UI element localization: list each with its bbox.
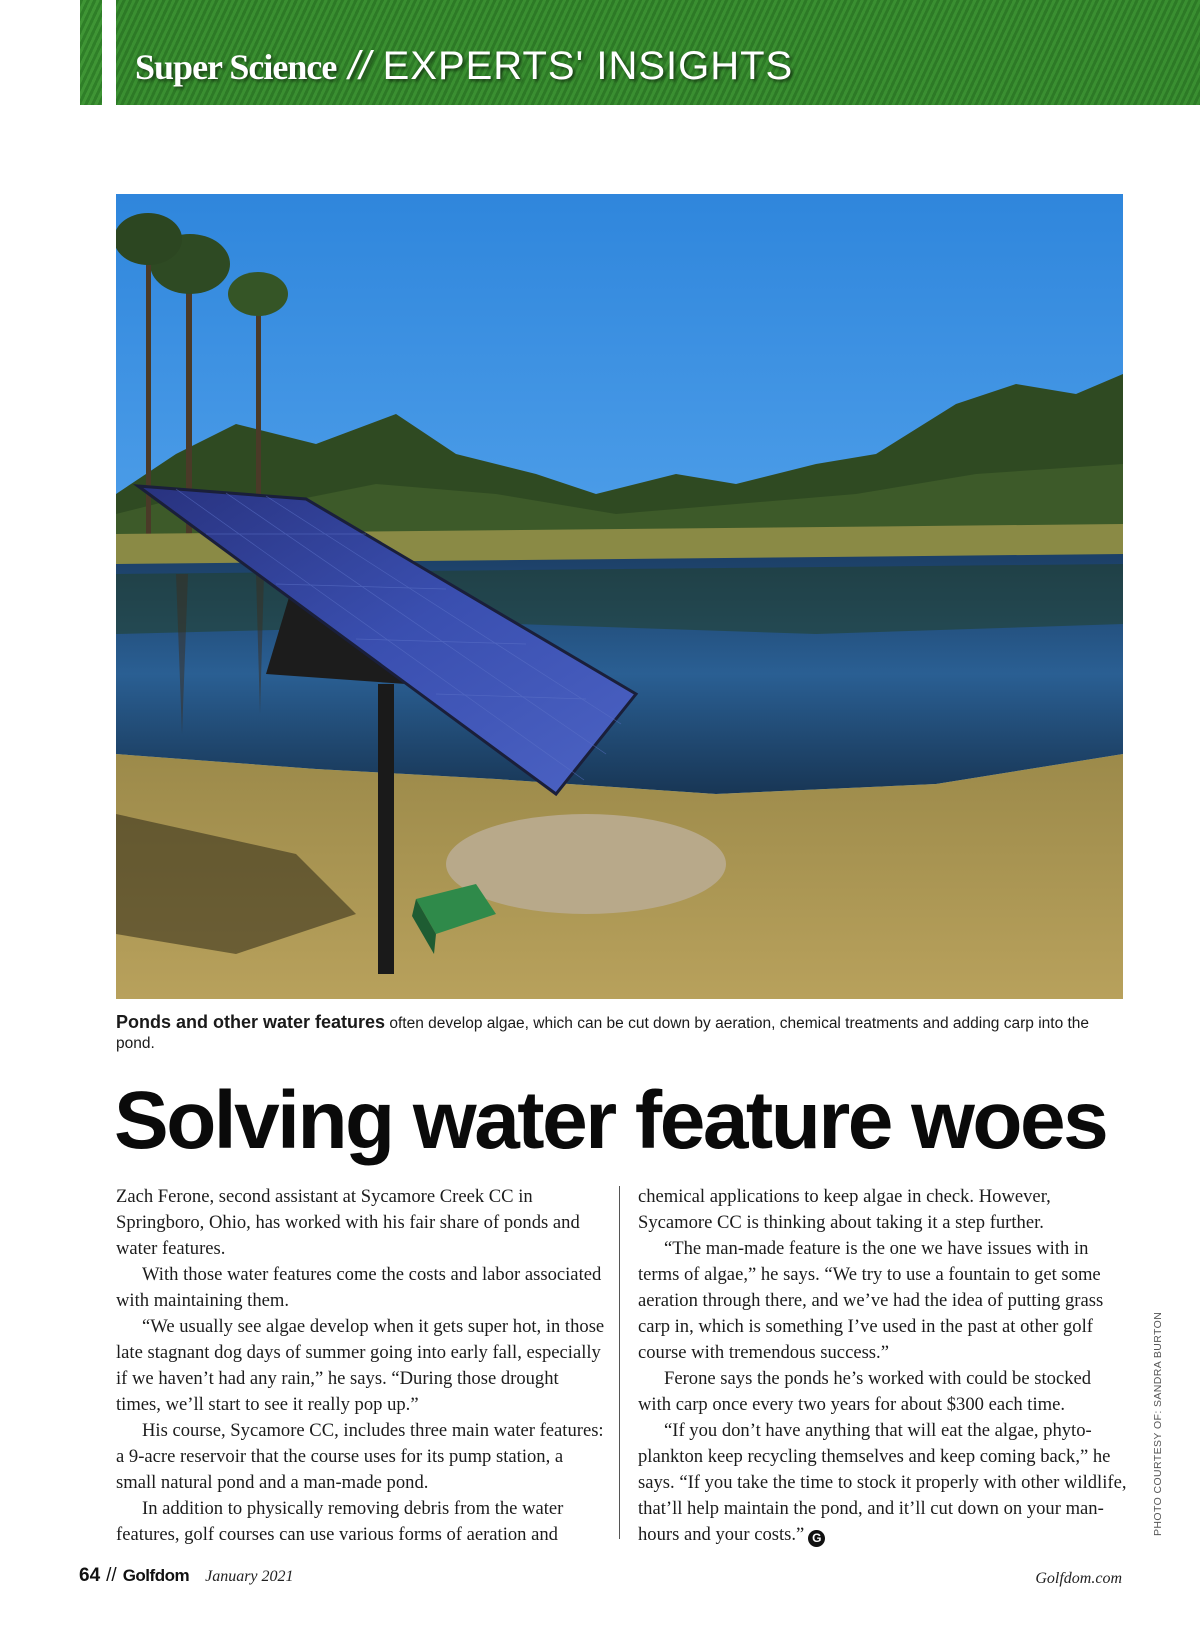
paragraph: “We usually see algae develop when it gets super hot, in those late stagnant dog days of summer going into early fall, especially if we haven’t had any rain,” he says. “During those drought times, we’ll start to see it really pop up.” xyxy=(116,1316,605,1415)
paragraph: Ferone says the ponds he’s worked with could be stocked with carp once every two years for about $300 each time. xyxy=(638,1368,1092,1415)
caption-lead: Ponds and other water features xyxy=(116,1012,386,1032)
paragraph-text: “If you don’t have anything that will eat the algae, phyto-plankton keep recycling themselves and keep coming back,” he says. “If you take the time to stock it properly with other wildlife, that’ll help maintain the pond, and it’ll cut down on your man-hours and your costs.” xyxy=(638,1420,1127,1545)
issue-date: January 2021 xyxy=(205,1568,294,1585)
photo-credit: PHOTO COURTESY OF: SANDRA BURTON xyxy=(1152,1311,1164,1536)
body-column-right xyxy=(638,1184,1128,1548)
paragraph: With those water features come the costs and labor associated with maintaining them. xyxy=(116,1264,602,1311)
page-footer xyxy=(79,1565,294,1593)
paragraph: In addition to physically removing debris from the water features, golf courses can use various forms of aeration and xyxy=(116,1498,564,1545)
pond-solar-panel-illustration xyxy=(116,194,1123,999)
section-subtitle: EXPERTS' INSIGHTS xyxy=(382,44,794,88)
end-mark-icon: G xyxy=(808,1530,825,1547)
caption-text: often develop algae, which can be cut down by aeration, chemical treatments and adding carp into the pond. xyxy=(116,1015,1090,1052)
header-accent-bar xyxy=(80,0,102,105)
header-separator: // xyxy=(348,44,371,88)
section-name: Super Science xyxy=(135,47,337,87)
body-column-left xyxy=(116,1184,606,1548)
paragraph: chemical applications to keep algae in check. However, Sycamore CC is thinking about taking it a step further. xyxy=(638,1186,1051,1233)
section-header xyxy=(135,44,793,96)
article-headline: Solving water feature woes xyxy=(114,1075,1107,1166)
website-url: Golfdom.com xyxy=(1035,1570,1122,1587)
paragraph: Zach Ferone, second assistant at Sycamore Creek CC in Springboro, Ohio, has worked with his fair share of ponds and water features. xyxy=(116,1186,580,1259)
paragraph: His course, Sycamore CC, includes three main water features: a 9-acre reservoir that the course uses for its pump station, a small natural pond and a man-made pond. xyxy=(116,1420,604,1493)
photo-caption xyxy=(116,1012,1123,1054)
article-photo xyxy=(116,194,1123,999)
page-number: 64 xyxy=(79,1565,101,1586)
paragraph: “The man-made feature is the one we have issues with in terms of algae,” he says. “We try to use a fountain to get some aeration through there, and we’ve had the idea of putting grass carp in, which is something I’ve used in the past at other golf course with tremendous success.” xyxy=(638,1238,1104,1363)
footer-separator: // xyxy=(106,1565,117,1586)
column-divider xyxy=(619,1186,620,1539)
paragraph xyxy=(638,1418,1128,1548)
magazine-name: Golfdom xyxy=(122,1566,190,1585)
